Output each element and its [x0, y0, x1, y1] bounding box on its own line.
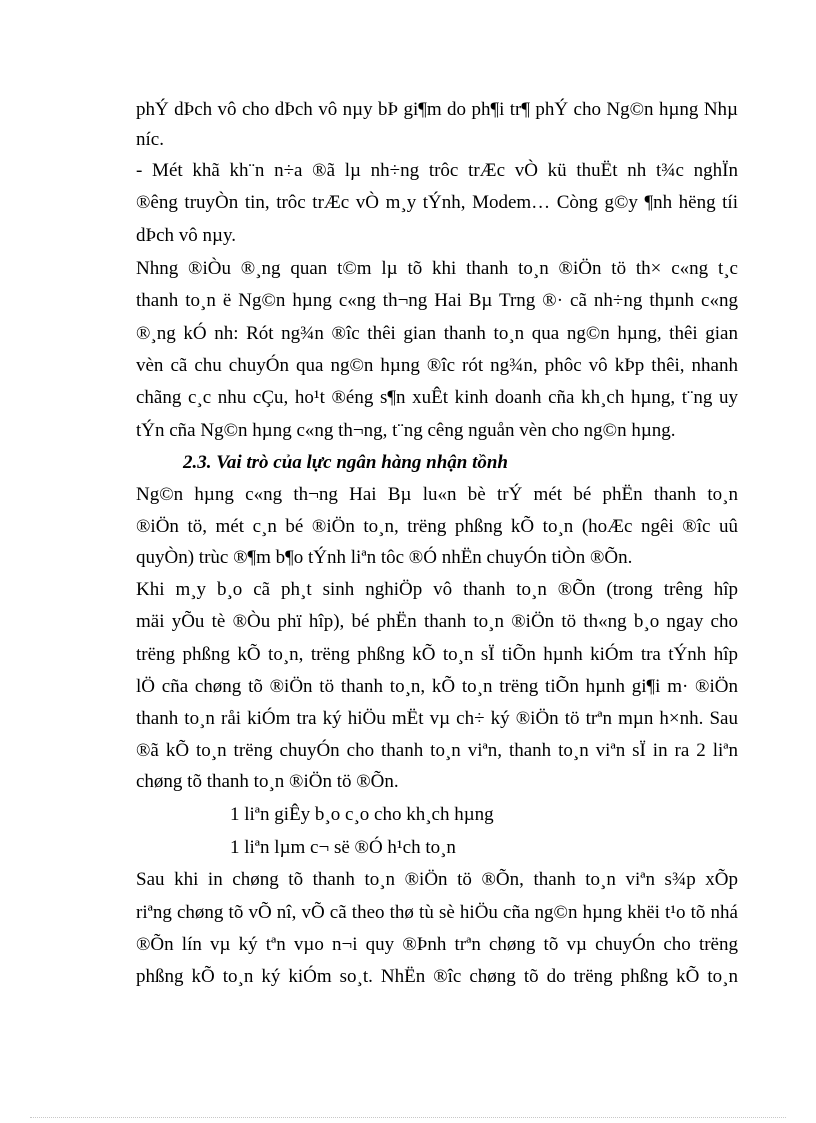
- paragraph-line: ®êng truyÒn tin, trôc trÆc vÒ m¸y tÝnh, Modem… Còng g©y ¶nh hëng tíi: [136, 192, 738, 213]
- paragraph-line: tÝn cña Ng©n hµng c«ng th¬ng, t¨ng cêng nguån vèn cho ng©n hµng.: [136, 420, 676, 441]
- paragraph-line: vèn cã chu chuyÓn qua ng©n hµng ®îc rót ng¾n, phôc vô kÞp thêi, nhanh: [136, 355, 738, 376]
- paragraph-line: Sau khi in chøng tõ thanh to¸n ®iÖn tö ®Õn, thanh to¸n viªn s¾p xÕp: [136, 869, 738, 890]
- section-heading: 2.3. Vai trò của lực ngân hàng nhận tồnh: [183, 452, 508, 473]
- paragraph-line: thanh to¸n ë Ng©n hµng c«ng th¬ng Hai Bµ Trng ®· cã nh÷ng thµnh c«ng: [136, 290, 738, 311]
- page-bottom-divider: [30, 1117, 786, 1118]
- list-item: 1 liªn lµm c¬ së ®Ó h¹ch to¸n: [230, 837, 456, 858]
- paragraph-line: chãng c¸c nhu cÇu, ho¹t ®éng s¶n xuÊt kinh doanh cña kh¸ch hµng, t¨ng uy: [136, 387, 738, 408]
- paragraph-line: ®iÖn tö, mét c¸n bé ®iÖn to¸n, trëng phßng kÕ to¸n (hoÆc ngêi ®îc uû: [136, 516, 738, 537]
- paragraph-line: phßng kÕ to¸n ký kiÓm so¸t. NhËn ®îc chøng tõ do trëng phßng kÕ to¸n: [136, 966, 738, 987]
- paragraph-line: riªng chøng tõ vÕ nî, vÕ cã theo thø tù sè hiÖu cña ng©n hµng khëi t¹o tõ nhá: [136, 902, 738, 923]
- paragraph-line: thanh to¸n råi kiÓm tra ký hiÖu mËt vµ ch÷ ký ®iÖn tö trªn mµn h×nh. Sau: [136, 708, 738, 729]
- paragraph-line: Ng©n hµng c«ng th¬ng Hai Bµ lu«n bè trÝ mét bé phËn thanh to¸n: [136, 484, 738, 505]
- paragraph-line: Nhng ®iÒu ®¸ng quan t©m lµ tõ khi thanh to¸n ®iÖn tö th× c«ng t¸c: [136, 258, 738, 279]
- paragraph-line: ®Õn lín vµ ký tªn vµo n¬i quy ®Þnh trªn chøng tõ vµ chuyÓn cho trëng: [136, 934, 738, 955]
- paragraph-line: níc.: [136, 129, 164, 150]
- paragraph-line: ®ã kÕ to¸n trëng chuyÓn cho thanh to¸n viªn, thanh to¸n viªn sÏ in ra 2 liªn: [136, 740, 738, 761]
- paragraph-line: phÝ dÞch vô cho dÞch vô nµy bÞ gi¶m do ph¶i tr¶ phÝ cho Ng©n hµng Nhµ: [136, 99, 738, 120]
- paragraph-line: mäi yÕu tè ®Òu phï hîp), bé phËn thanh to¸n ®iÖn tö th«ng b¸o ngay cho: [136, 611, 738, 632]
- paragraph-line: chøng tõ thanh to¸n ®iÖn tö ®Õn.: [136, 771, 399, 792]
- paragraph-line: Khi m¸y b¸o cã ph¸t sinh nghiÖp vô thanh to¸n ®Õn (trong trêng hîp: [136, 579, 738, 600]
- list-item: 1 liªn giÊy b¸o c¸o cho kh¸ch hµng: [230, 804, 494, 825]
- paragraph-line: lÖ cña chøng tõ ®iÖn tö thanh to¸n, kÕ to¸n trëng tiÕn hµnh gi¶i m· ®iÖn: [136, 676, 738, 697]
- paragraph-line: dÞch vô nµy.: [136, 225, 236, 246]
- paragraph-line: quyÒn) trùc ®¶m b¶o tÝnh liªn tôc ®Ó nhËn chuyÓn tiÒn ®Õn.: [136, 547, 633, 568]
- paragraph-line: trëng phßng kÕ to¸n, trëng phßng kÕ to¸n sÏ tiÕn hµnh kiÓm tra tÝnh hîp: [136, 644, 738, 665]
- paragraph-line: ®¸ng kÓ nh: Rót ng¾n ®îc thêi gian thanh to¸n qua ng©n hµng, thêi gian: [136, 323, 738, 344]
- paragraph-line: - Mét khã kh¨n n÷a ®ã lµ nh÷ng trôc trÆc vÒ kü thuËt nh t¾c nghÏn: [136, 160, 738, 181]
